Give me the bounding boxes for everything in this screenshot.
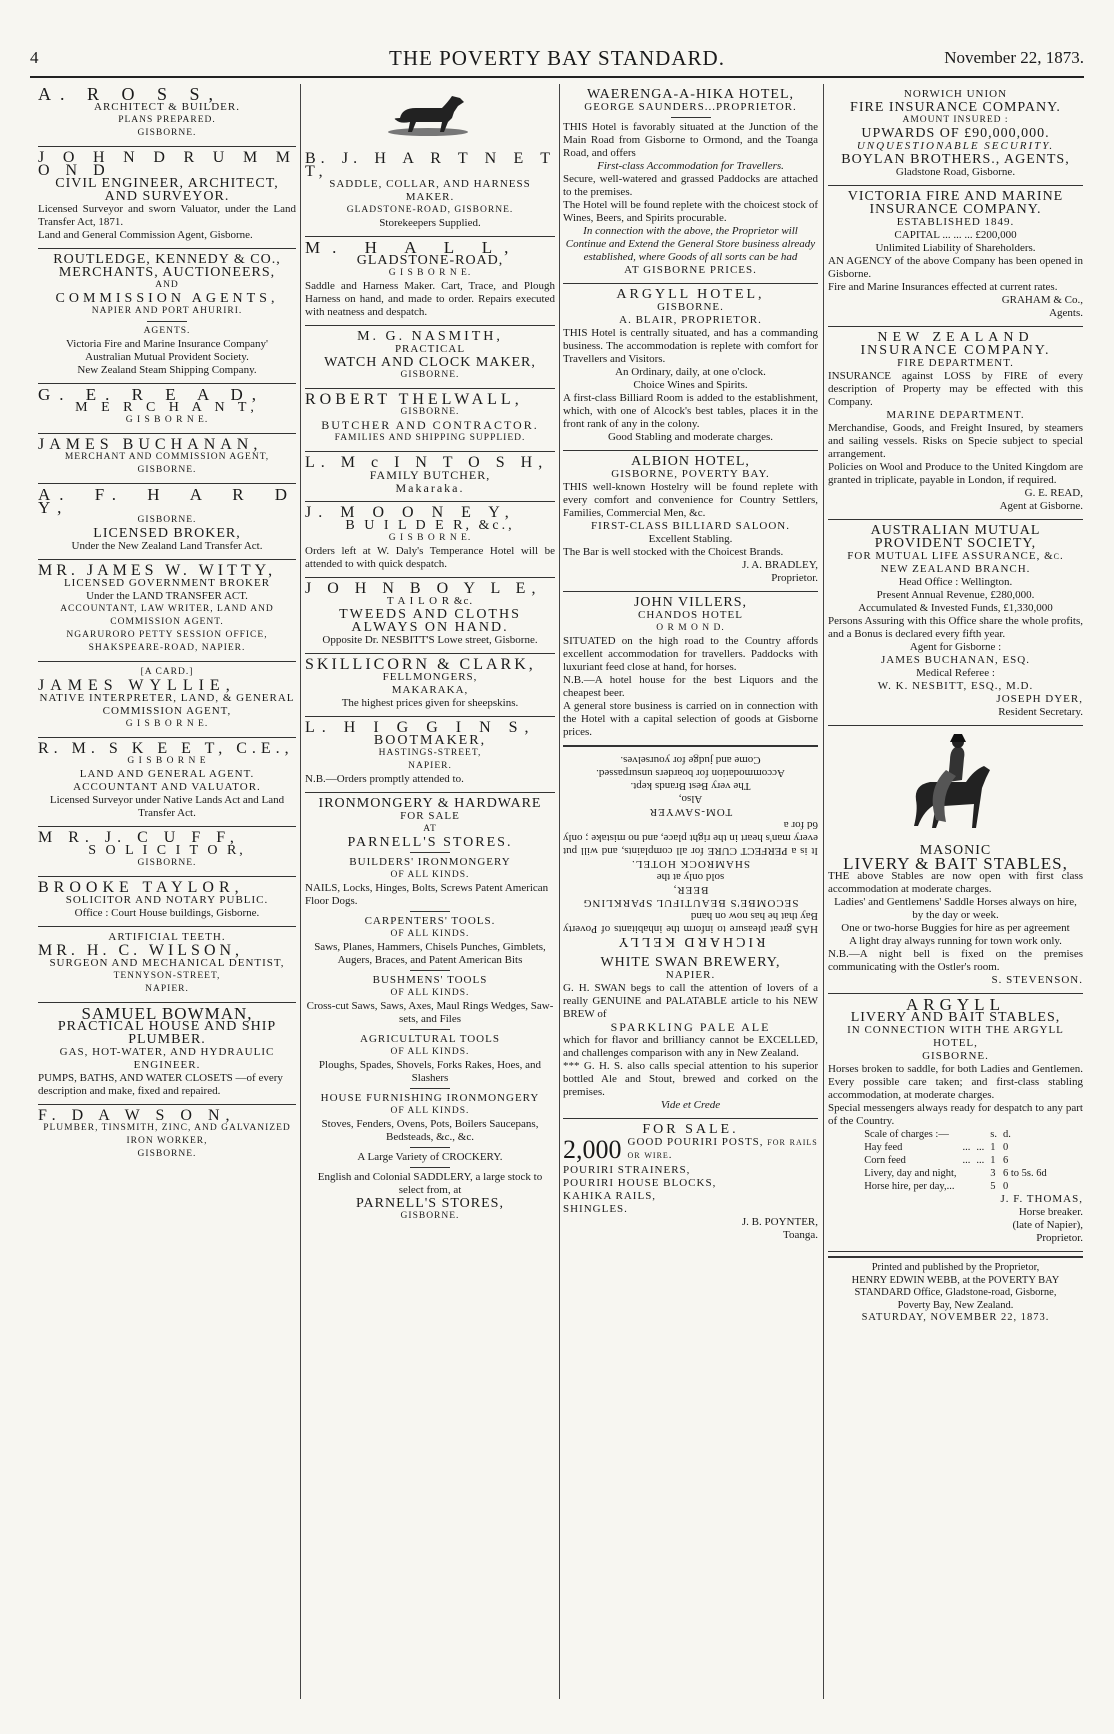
rates-cell: [973, 1180, 987, 1193]
column-divider: [559, 84, 560, 1699]
rates-cell: [960, 1180, 974, 1193]
separator: [410, 970, 450, 971]
ad-drummond: J O H N D R U M M O N D CIVIL ENGINEER, ARCHITECT, AND SURVEYOR. Licensed Surveyor and sworn Valuator, under the Land Transfer Act, 1871. Land and General Commission Agent, Gisborne.: [38, 147, 296, 249]
ad-hartnett: B. J. H A R T N E T T, SADDLE, COLLAR, AND HARNESS MAKER. GLADSTONE-ROAD, GISBORNE. Storekeepers Supplied.: [305, 84, 555, 237]
rates-row: [861, 1141, 1050, 1154]
for-sale-item: SHINGLES.: [563, 1203, 628, 1215]
for-sale-items: [563, 1164, 818, 1216]
ad-mooney: J. M O O N E Y, B U I L D E R, &c., G I S B O R N E. Orders left at W. Daly's Temperance Hotel will be attended to with quick despatch.: [305, 502, 555, 578]
ad-kelly-inverted: RICHARD KELLY HAS great pleasure to inform the inhabitants of Poverty Bay that he has now on hand SECOMBE'S BEAUTIFUL SPARKLING BEER, sold only at the SHAMROCK HOTEL. It is a PERFECT CURE for all complaints, and will put every man's heart in the right place, and no mistake ; only 6d for a TOM-SAWYER Also, The very Best Brands kept. Accommodation for boarders unsurpassed. Come and judge for yourselves.: [563, 746, 818, 952]
ad-white-swan: WHITE SWAN BREWERY, NAPIER. G. H. SWAN begs to call the attention of lovers of a really GENUINE and PALATABLE article to his NEW BREW of SPARKLING PALE ALE which for flavor and brilliancy cannot be EXCELLED, and challenges comparison with any in New Zealand. *** G. H. S. also calls special attention to his superior bottled Ale and Stout, brewed and corked on the premises. Vide et Crede: [563, 952, 818, 1119]
ad-argyll-hotel: ARGYLL HOTEL, GISBORNE. A. BLAIR, PROPRIETOR. THIS Hotel is centrally situated, and has a commanding business. The accommodation is replete with comfort for Travellers and Visitors. An Ordinary, daily, at one o'clock. Choice Wines and Spirits. A first-class Billiard Room is added to the establishment, which, with one of Alcock's best tables, places it in the front rank of any in the colony. Good Stabling and moderate charges.: [563, 284, 818, 451]
ad-for-sale: FOR SALE. 2,000 GOOD POURIRI POSTS, for rails or wire. POURIRI STRAINERS, POURIRI HOUSE BLOCKS, KAHIKA RAILS, SHINGLES. J. B. POYNTER, Toanga.: [563, 1122, 818, 1241]
ad-witty: MR. JAMES W. WITTY, LICENSED GOVERNMENT BROKER Under the LAND TRANSFER ACT. ACCOUNTANT, LAW WRITER, LAND AND COMMISSION AGENT. NGARURORO PETTY SESSION OFFICE, SHAKSPEARE-ROAD, NAPIER.: [38, 560, 296, 662]
rates-header-row: Scale of charges :— s. d.: [864, 1129, 1011, 1140]
newspaper-title: THE POVERTY BAY STANDARD.: [389, 46, 725, 70]
separator: [147, 321, 187, 322]
horse-illustration: [382, 88, 478, 148]
rates-row: [861, 1167, 1050, 1180]
separator: [410, 1147, 450, 1148]
for-sale-item: KAHIKA RAILS,: [563, 1190, 657, 1202]
rates-row: [861, 1154, 1050, 1167]
rates-cell: 5: [990, 1181, 996, 1192]
column-4: [828, 84, 1083, 1699]
ad-skillicorn: SKILLICORN & CLARK, FELLMONGERS, MAKARAKA, The highest prices given for sheepskins.: [305, 654, 555, 717]
ad-ross: A. R O S S, ARCHITECT & BUILDER. PLANS PREPARED. GISBORNE.: [38, 84, 296, 147]
rates-cell: 0: [1003, 1142, 1009, 1153]
ad-victoria: VICTORIA FIRE AND MARINE INSURANCE COMPANY. ESTABLISHED 1849. CAPITAL ... ... ... £200,000 Unlimited Liability of Shareholders. AN AGENCY of the above Company has been opened in Gisborne. Fire and Marine Insurances effected at current rates. GRAHAM & Co., Agents.: [828, 186, 1083, 327]
column-2: [305, 84, 555, 1699]
rates-cell: 1: [990, 1155, 996, 1166]
ad-skeet: R. M. S K E E T, C.E., G I S B O R N E LAND AND GENERAL AGENT. ACCOUNTANT AND VALUATOR. Licensed Surveyor under Native Lands Act and Land Transfer Act.: [38, 738, 296, 827]
ad-waerenga: WAERENGA-A-HIKA HOTEL, GEORGE SAUNDERS...PROPRIETOR. THIS Hotel is favorably situated at the Junction of the Main Road from Gisborne to Ormond, and the Toanga Road, and offers First-class Accommodation for Travellers. Secure, well-watered and grassed Paddocks are attached to the premises. The Hotel will be found replete with the choicest stock of Wines, Beers, and Spirits procurable. In connection with the above, the Proprietor will Continue and Extend the General Store business already established, where Goods of all sorts can be had AT GISBORNE PRICES.: [563, 84, 818, 284]
ad-bowman: SAMUEL BOWMAN, PRACTICAL HOUSE AND SHIP PLUMBER. GAS, HOT-WATER, AND HYDRAULIC ENGINEER. PUMPS, BATHS, AND WATER CLOSETS —of every description and make, fixed and repaired.: [38, 1003, 296, 1105]
ad-norwich: NORWICH UNION FIRE INSURANCE COMPANY. AMOUNT INSURED : UPWARDS OF £90,000,000. UNQUESTIONABLE SECURITY. BOYLAN BROTHERS., AGENTS, Gladstone Road, Gisborne.: [828, 84, 1083, 186]
for-sale-item: POURIRI HOUSE BLOCKS,: [563, 1177, 717, 1189]
column-1: [38, 84, 296, 1699]
rates-cell: 3: [990, 1168, 996, 1179]
separator: [410, 911, 450, 912]
rates-cell: 6: [1003, 1155, 1009, 1166]
column-divider: [300, 84, 301, 1699]
rates-cell: Corn feed: [864, 1155, 906, 1166]
separator: [410, 1029, 450, 1030]
ad-dawson: F. D A W S O N, PLUMBER, TINSMITH, ZINC, AND GALVANIZED IRON WORKER, GISBORNE.: [38, 1107, 291, 1159]
ad-wilson: ARTIFICIAL TEETH. MR. H. C. WILSON, SURGEON AND MECHANICAL DENTIST, TENNYSON-STREET, NAPIER.: [38, 927, 296, 1003]
rates-cell: [973, 1167, 987, 1180]
ad-albion: ALBION HOTEL, GISBORNE, POVERTY BAY. THIS well-known Hostelry will be found replete with every comfort and convenience for Country Settlers, Families, Commercial Men, &c. FIRST-CLASS BILLIARD SALOON. Excellent Stabling. The Bar is well stocked with the Choicest Brands. J. A. BRADLEY, Proprietor.: [563, 451, 818, 592]
ad-thelwall: ROBERT THELWALL, GISBORNE. BUTCHER AND CONTRACTOR. FAMILIES AND SHIPPING SUPPLIED.: [305, 389, 555, 452]
rates-table: [861, 1128, 1050, 1193]
masthead: [30, 42, 1084, 72]
ad-mcintosh: L. M c I N T O S H, FAMILY BUTCHER, Makaraka.: [305, 452, 555, 502]
ad-hall: M. H A L L, GLADSTONE-ROAD, G I S B O R N E. Saddle and Harness Maker. Cart, Trace, and Plough Harness on hand, and made to order. Repairs executed with neatness and despatch.: [305, 237, 555, 326]
rates-cell: ...: [976, 1142, 985, 1153]
column-divider: [823, 84, 824, 1699]
publisher-imprint: Printed and published by the Proprietor, HENRY EDWIN WEBB, at the POVERTY BAY STANDARD Office, Gladstone-road, Gisborne, Poverty Bay, New Zealand. SATURDAY, NOVEMBER 22, 1873.: [828, 1256, 1083, 1325]
horse-rider-illustration: [896, 730, 1016, 840]
rates-cell: [960, 1167, 974, 1180]
rates-cell: 1: [990, 1142, 996, 1153]
issue-date: November 22, 1873.: [944, 48, 1084, 67]
ad-masonic-stables: MASONIC LIVERY & BAIT STABLES, THE above Stables are now open with first class accommodation at moderate charges. Ladies' and Gentlemens' Saddle Horses always on hire, by the day or week. One or two-horse Buggies for hire as per agreement A light dray always running for town work only. N.B.—A night bell is fixed on the premises communicating with the Ostler's room. S. STEVENSON.: [828, 726, 1083, 994]
separator: [671, 117, 711, 118]
ad-wyllie: [A CARD.] JAMES WYLLIE, NATIVE INTERPRETER, LAND, & GENERAL COMMISSION AGENT, G I S B O R N E.: [38, 662, 296, 738]
ad-higgins: L. H I G G I N S, BOOTMAKER, HASTINGS-STREET, NAPIER. N.B.—Orders promptly attended to.: [305, 717, 555, 793]
ad-boyle: J O H N B O Y L E, T A I L O R &c. TWEEDS AND CLOTHS ALWAYS ON HAND. Opposite Dr. NESBITT'S Lowe street, Gisborne.: [305, 578, 555, 654]
separator: [410, 852, 450, 853]
for-sale-item: POURIRI STRAINERS,: [563, 1164, 691, 1176]
rates-cell: Hay feed: [864, 1142, 903, 1153]
separator: [410, 1167, 450, 1168]
ad-taylor: BROOKE TAYLOR, SOLICITOR AND NOTARY PUBLIC. Office : Court House buildings, Gisborne.: [38, 877, 296, 927]
rates-cell: ...: [976, 1155, 985, 1166]
rates-cell: Livery, day and night,: [864, 1168, 957, 1179]
ad-amp-society: AUSTRALIAN MUTUAL PROVIDENT SOCIETY, FOR MUTUAL LIFE ASSURANCE, &c. NEW ZEALAND BRANCH. Head Office : Wellington. Present Annual Revenue, £280,000. Accumulated & Invested Funds, £1,330,000 Persons Assuring with this Office share the whole profits, and a Bonus is declared every fifth year. Agent for Gisborne : JAMES BUCHANAN, ESQ. Medical Referee : W. K. NESBITT, ESQ., M.D. JOSEPH DYER, Resident Secretary.: [828, 520, 1083, 726]
rates-cell: 0: [1003, 1181, 1009, 1192]
ad-new-zealand-insurance: NEW ZEALAND INSURANCE COMPANY. FIRE DEPARTMENT. INSURANCE against LOSS by FIRE of every description of Property may be effected with this Company. MARINE DEPARTMENT. Merchandise, Goods, and Freight Insured, by steamers and sailing vessels. Risks on Specie subject to special arrangement. Policies on Wool and Produce to the United Kingdom are granted in triplicate, payable in London, if required. G. E. READ, Agent at Gisborne.: [828, 327, 1083, 520]
ad-hardy: A. F. H A R D Y, GISBORNE. LICENSED BROKER, Under the New Zealand Land Transfer Act.: [38, 484, 296, 560]
ad-routledge: ROUTLEDGE, KENNEDY & CO., MERCHANTS, AUCTIONEERS, AND COMMISSION AGENTS, NAPIER AND PORT AHURIRI. AGENTS. Victoria Fire and Marine Insurance Company' Australian Mutual Provident Society. New Zealand Steam Shipping Company.: [38, 249, 296, 384]
rates-cell: ...: [962, 1142, 971, 1153]
page-number: 4: [30, 48, 39, 67]
ad-buchanan: JAMES BUCHANAN, MERCHANT AND COMMISSION AGENT, GISBORNE.: [38, 434, 296, 484]
ad-nasmith: M. G. NASMITH, PRACTICAL WATCH AND CLOCK MAKER, GISBORNE.: [305, 326, 555, 389]
ad-cuff: M R. J. C U F F, S O L I C I T O R, GISBORNE.: [38, 827, 296, 877]
rates-cell: 6 to 5s. 6d: [1003, 1168, 1047, 1179]
ad-read: G. E. R E A D, M E R C H A N T, G I S B O R N E.: [38, 384, 296, 434]
rates-cell: ...: [962, 1155, 971, 1166]
separator: [410, 1088, 450, 1089]
ad-villers: JOHN VILLERS, CHANDOS HOTEL O R M O N D. SITUATED on the high road to the Country affords excellent accommodation for travellers. Paddocks with luxuriant feed close at hand, for horses. N.B.—A hotel house for the best Liquors and the cheapest beer. A general store business is carried on in connection with the Hotel with a capital selection of goods at Gisborne prices.: [563, 592, 818, 746]
masthead-rule: [30, 76, 1084, 78]
ad-parnell: IRONMONGERY & HARDWARE FOR SALE AT PARNELL'S STORES. BUILDERS' IRONMONGERY OF ALL KINDS. NAILS, Locks, Hinges, Bolts, Screws Patent American Floor Dogs. CARPENTERS' TOOLS. OF ALL KINDS. Saws, Planes, Hammers, Chisels Punches, Gimblets, Augers, Braces, and Patent American Bits BUSHMENS' TOOLS OF ALL KINDS. Cross-cut Saws, Saws, Axes, Maul Rings Wedges, Saw-sets, and Files AGRICULTURAL TOOLS OF ALL KINDS. Ploughs, Spades, Shovels, Forks Rakes, Hoes, and Slashers HOUSE FURNISHING IRONMONGERY OF ALL KINDS. Stoves, Fenders, Ovens, Pots, Boilers Saucepans, Bedsteads, &c., &c. A Large Variety of CROCKERY. English and Colonial SADDLERY, a large stock to select from, at PARNELL'S STORES, GISBORNE.: [305, 796, 554, 1221]
rates-cell: Horse hire, per day,...: [864, 1181, 955, 1192]
ad-argyll-stables: ARGYLL LIVERY AND BAIT STABLES, IN CONNECTION WITH THE ARGYLL HOTEL, GISBORNE. Horses broken to saddle, for both Ladies and Gentlemen. Every possible care taken; and first-class stabling accommodation, at moderate charges. Special messengers always ready for despatch to any part of the Country. Scale of charges :— s. d. Hay feed ... ... 1 0 Corn feed ... ... 1 6 Livery, day and night, 3 6 to 5s. 6d Horse hire, per day,... 5 0 J. F. THOMAS, Horse breaker. (late of Napier), Proprietor.: [828, 994, 1083, 1252]
rates-row: [861, 1180, 1050, 1193]
column-3: [563, 84, 818, 1699]
